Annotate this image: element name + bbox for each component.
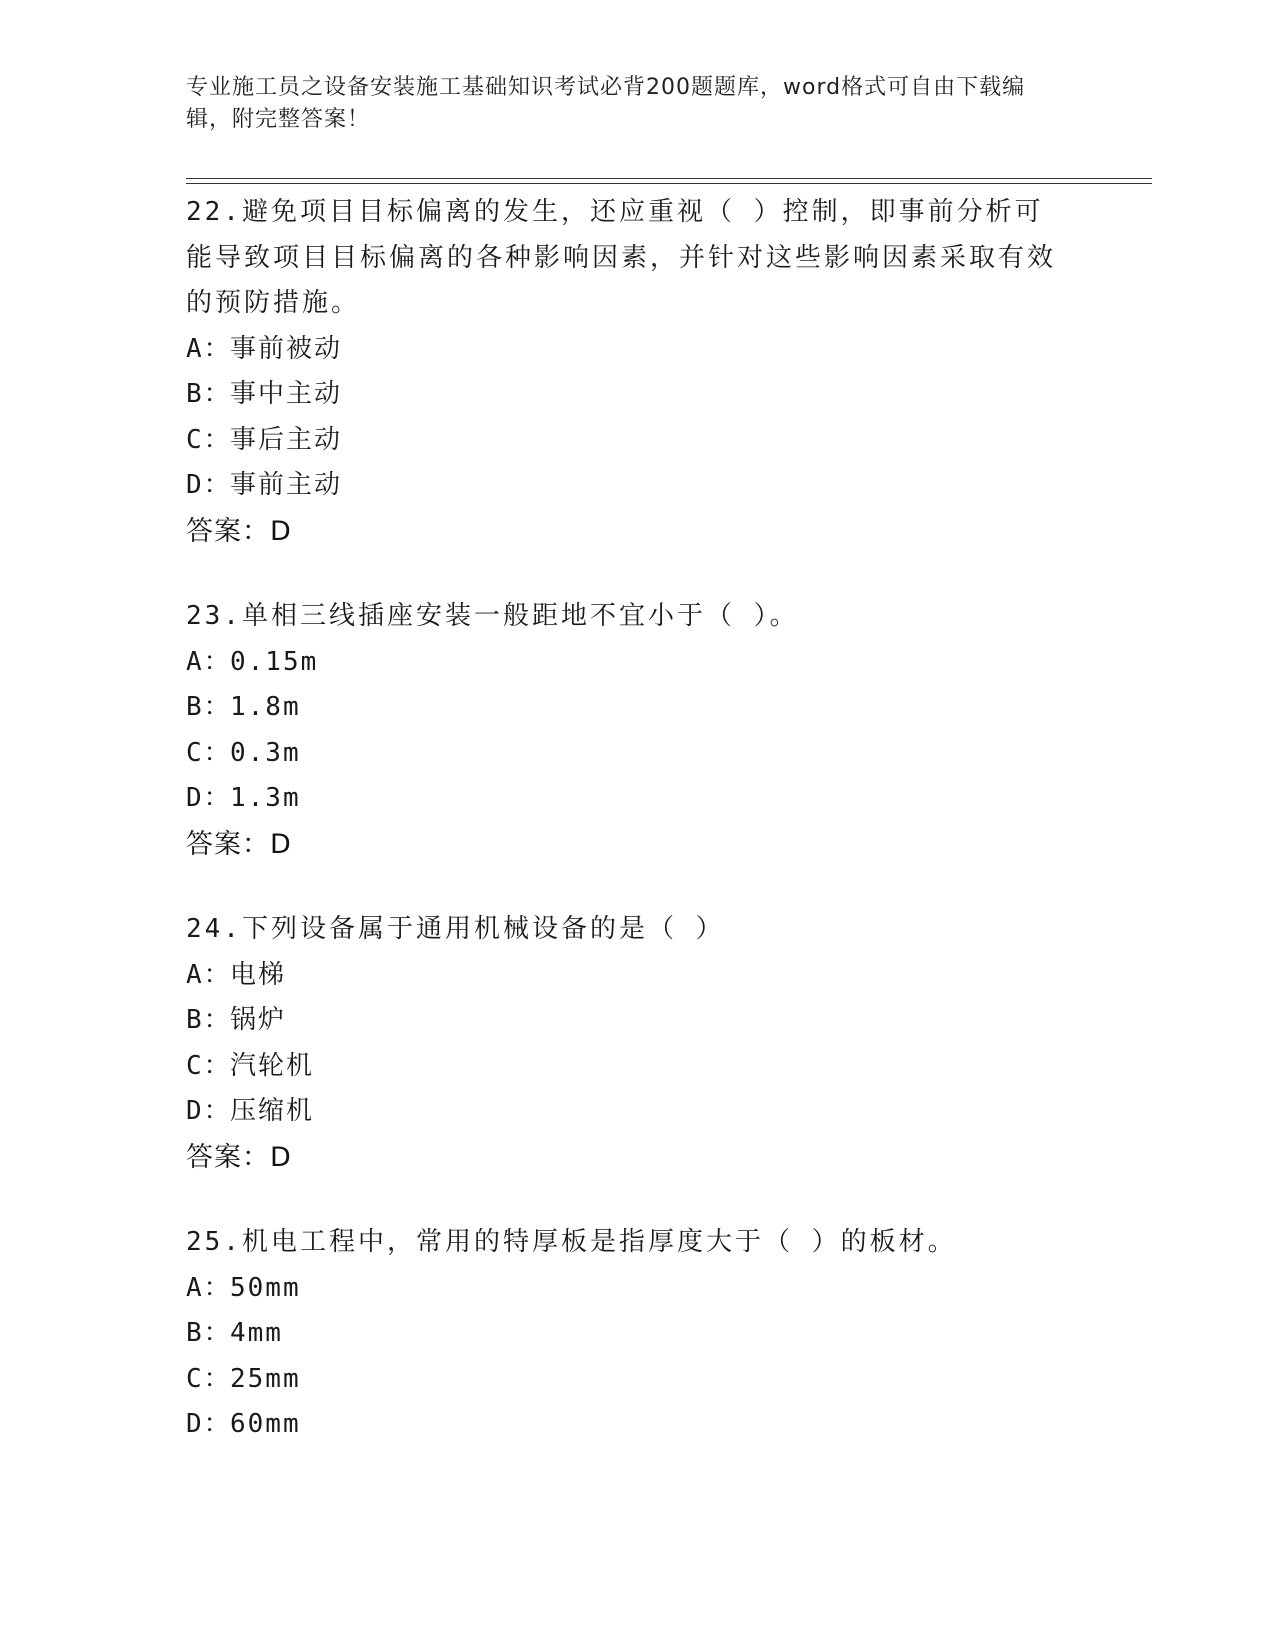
option-letter: A： — [186, 1272, 232, 1303]
option-letter: D： — [186, 1409, 232, 1439]
option-letter: B： — [186, 1318, 232, 1348]
option-text: 事后主动 — [230, 424, 343, 455]
answer-label: 答案：D — [186, 1141, 292, 1173]
option-text: 压缩机 — [230, 1096, 315, 1126]
option-a — [186, 953, 1066, 999]
option-letter: D： — [186, 783, 232, 813]
question-24 — [186, 907, 1066, 1180]
option-d — [186, 1402, 1066, 1448]
question-25 — [186, 1220, 1066, 1448]
option-c — [186, 731, 1066, 777]
option-text: 锅炉 — [230, 1005, 287, 1035]
option-text: 0.3m — [230, 737, 301, 768]
option-letter: A： — [186, 646, 232, 677]
option-d — [186, 776, 1066, 822]
option-a — [186, 1266, 1066, 1312]
question-23 — [186, 594, 1066, 867]
option-letter: B： — [186, 692, 232, 722]
option-text: 25mm — [230, 1363, 301, 1394]
answer-label: 答案：D — [186, 515, 292, 547]
option-text: 事前被动 — [230, 333, 343, 364]
option-d — [186, 1089, 1066, 1135]
option-text: 事中主动 — [230, 379, 343, 409]
option-letter: A： — [186, 959, 232, 990]
option-text: 50mm — [230, 1272, 301, 1303]
option-letter: C： — [186, 424, 232, 455]
option-a — [186, 327, 1066, 373]
question-text: 24.下列设备属于通用机械设备的是（ ） — [186, 914, 725, 944]
option-b — [186, 685, 1066, 731]
option-text: 4mm — [230, 1318, 283, 1348]
option-text: 1.3m — [230, 783, 301, 813]
option-d — [186, 463, 1066, 509]
answer-label: 答案：D — [186, 828, 292, 860]
question-text: 25.机电工程中，常用的特厚板是指厚度大于（ ）的板材。 — [186, 1227, 957, 1257]
option-letter: A： — [186, 333, 232, 364]
option-text: 事前主动 — [230, 470, 343, 500]
option-text: 汽轮机 — [230, 1050, 315, 1081]
option-c — [186, 1357, 1066, 1403]
option-letter: B： — [186, 379, 232, 409]
question-text: 23.单相三线插座安装一般距地不宜小于（ ）。 — [186, 601, 799, 631]
option-text: 1.8m — [230, 692, 301, 722]
document-header: 专业施工员之设备安装施工基础知识考试必背200题题库，word格式可自由下载编辑，附完整答案！ — [186, 75, 1026, 132]
option-c — [186, 1044, 1066, 1090]
header-divider-bottom — [186, 183, 1152, 184]
question-text: 22.避免项目目标偏离的发生，还应重视（ ）控制，即事前分析可能导致项目目标偏离的各种影响因素，并针对这些影响因素采取有效的预防措施。 — [186, 197, 1057, 318]
option-b — [186, 372, 1066, 418]
option-letter: C： — [186, 1363, 232, 1394]
option-a — [186, 640, 1066, 686]
option-b — [186, 998, 1066, 1044]
option-letter: D： — [186, 470, 232, 500]
option-letter: C： — [186, 1050, 232, 1081]
option-b — [186, 1311, 1066, 1357]
option-text: 电梯 — [230, 959, 287, 990]
option-letter: D： — [186, 1096, 232, 1126]
question-list — [186, 190, 1066, 1488]
question-22 — [186, 190, 1066, 554]
option-letter: B： — [186, 1005, 232, 1035]
option-c — [186, 418, 1066, 464]
option-text: 0.15m — [230, 646, 319, 677]
option-letter: C： — [186, 737, 232, 768]
option-text: 60mm — [230, 1409, 301, 1439]
header-divider-top — [186, 178, 1152, 179]
